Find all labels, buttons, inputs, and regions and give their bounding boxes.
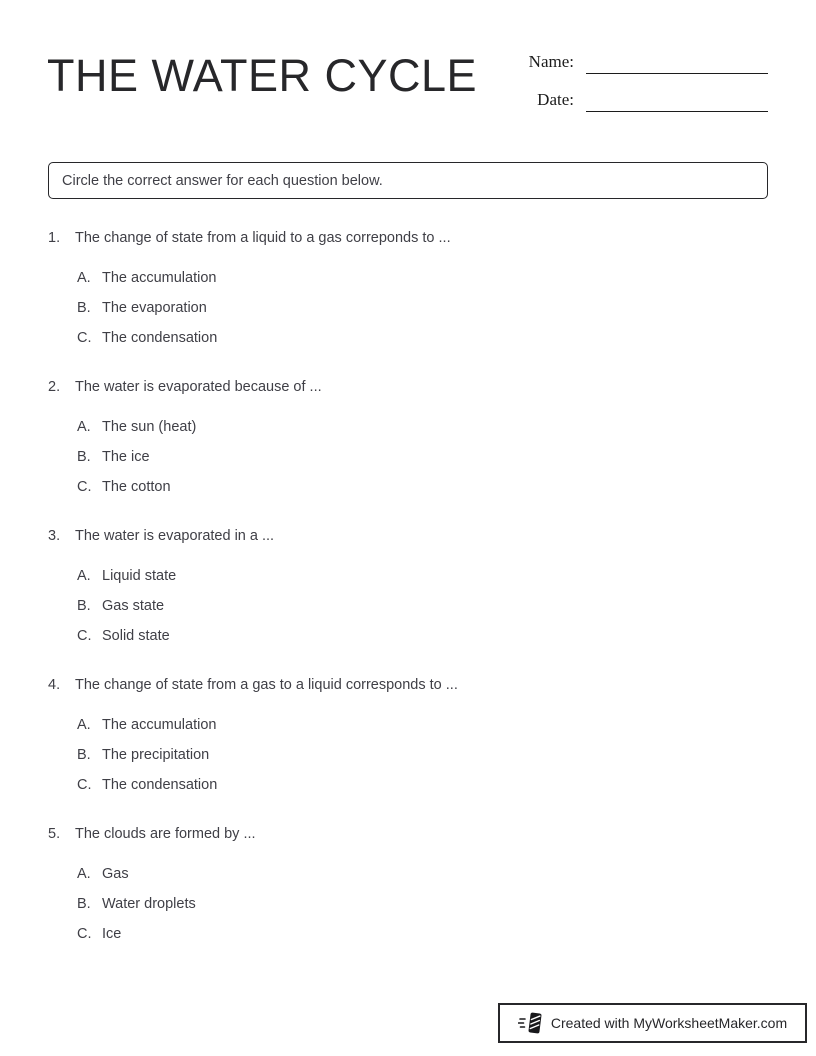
question-text-row xyxy=(48,825,768,844)
option-letter: A. xyxy=(77,419,91,435)
option-a[interactable] xyxy=(77,865,768,884)
question-3 xyxy=(48,527,768,646)
question-text: The change of state from a gas to a liquid corresponds to ... xyxy=(75,677,458,693)
options xyxy=(48,865,768,944)
question-number: 4. xyxy=(48,677,61,693)
option-text: The accumulation xyxy=(102,270,217,286)
question-number: 3. xyxy=(48,528,61,544)
option-b[interactable] xyxy=(77,597,768,616)
option-text: Ice xyxy=(102,926,122,942)
question-text: The change of state from a liquid to a gas correponds to ... xyxy=(75,230,451,246)
options xyxy=(48,418,768,497)
option-c[interactable] xyxy=(77,627,768,646)
question-2 xyxy=(48,378,768,497)
option-letter: C. xyxy=(77,628,92,644)
option-letter: B. xyxy=(77,896,91,912)
date-input-line[interactable] xyxy=(586,88,768,112)
option-a[interactable] xyxy=(77,269,768,288)
option-b[interactable] xyxy=(77,895,768,914)
option-letter: C. xyxy=(77,777,92,793)
footer-credit-text: Created with MyWorksheetMaker.com xyxy=(550,1015,788,1031)
option-letter: C. xyxy=(77,926,92,942)
question-text: The water is evaporated because of ... xyxy=(75,379,322,395)
option-a[interactable] xyxy=(77,716,768,735)
question-text-row xyxy=(48,676,768,695)
option-c[interactable] xyxy=(77,776,768,795)
option-text: Solid state xyxy=(102,628,170,644)
option-text: The evaporation xyxy=(102,300,207,316)
question-number: 2. xyxy=(48,379,61,395)
question-4 xyxy=(48,676,768,795)
option-letter: B. xyxy=(77,300,91,316)
option-letter: A. xyxy=(77,866,91,882)
question-list xyxy=(48,229,768,974)
question-number: 1. xyxy=(48,230,61,246)
name-input-line[interactable] xyxy=(586,50,768,74)
name-label: Name: xyxy=(528,52,574,71)
option-text: Gas xyxy=(102,866,129,882)
options xyxy=(48,567,768,646)
option-letter: A. xyxy=(77,568,91,584)
question-text-row xyxy=(48,378,768,397)
option-text: Water droplets xyxy=(102,896,196,912)
options xyxy=(48,716,768,795)
question-text: The water is evaporated in a ... xyxy=(75,528,275,544)
option-text: Liquid state xyxy=(102,568,177,584)
option-letter: A. xyxy=(77,270,91,286)
question-5 xyxy=(48,825,768,944)
option-a[interactable] xyxy=(77,418,768,437)
instructions-box xyxy=(48,162,768,199)
question-text: The clouds are formed by ... xyxy=(75,826,256,842)
instructions-text: Circle the correct answer for each question below. xyxy=(62,172,383,189)
option-letter: B. xyxy=(77,598,91,614)
option-letter: B. xyxy=(77,449,91,465)
question-text-row xyxy=(48,527,768,546)
option-text: The ice xyxy=(102,449,150,465)
option-text: The accumulation xyxy=(102,717,217,733)
option-text: The precipitation xyxy=(102,747,210,763)
option-b[interactable] xyxy=(77,299,768,318)
option-text: The sun (heat) xyxy=(102,419,197,435)
option-c[interactable] xyxy=(77,478,768,497)
question-number: 5. xyxy=(48,826,61,842)
option-a[interactable] xyxy=(77,567,768,586)
option-letter: B. xyxy=(77,747,91,763)
question-text-row xyxy=(48,229,768,248)
option-letter: C. xyxy=(77,479,92,495)
question-1 xyxy=(48,229,768,348)
option-text: Gas state xyxy=(102,598,165,614)
option-c[interactable] xyxy=(77,925,768,944)
options xyxy=(48,269,768,348)
option-c[interactable] xyxy=(77,329,768,348)
footer-credit-badge[interactable] xyxy=(498,1003,807,1043)
option-b[interactable] xyxy=(77,746,768,765)
flying-worksheet-logo-icon xyxy=(518,1011,544,1035)
option-b[interactable] xyxy=(77,448,768,467)
option-letter: A. xyxy=(77,717,91,733)
name-date-block xyxy=(522,48,768,124)
date-label: Date: xyxy=(537,90,574,109)
option-text: The condensation xyxy=(102,777,218,793)
option-text: The cotton xyxy=(102,479,171,495)
option-text: The condensation xyxy=(102,330,218,346)
date-row xyxy=(522,86,768,112)
page-title: THE WATER CYCLE xyxy=(47,50,478,101)
name-row xyxy=(522,48,768,74)
option-letter: C. xyxy=(77,330,92,346)
